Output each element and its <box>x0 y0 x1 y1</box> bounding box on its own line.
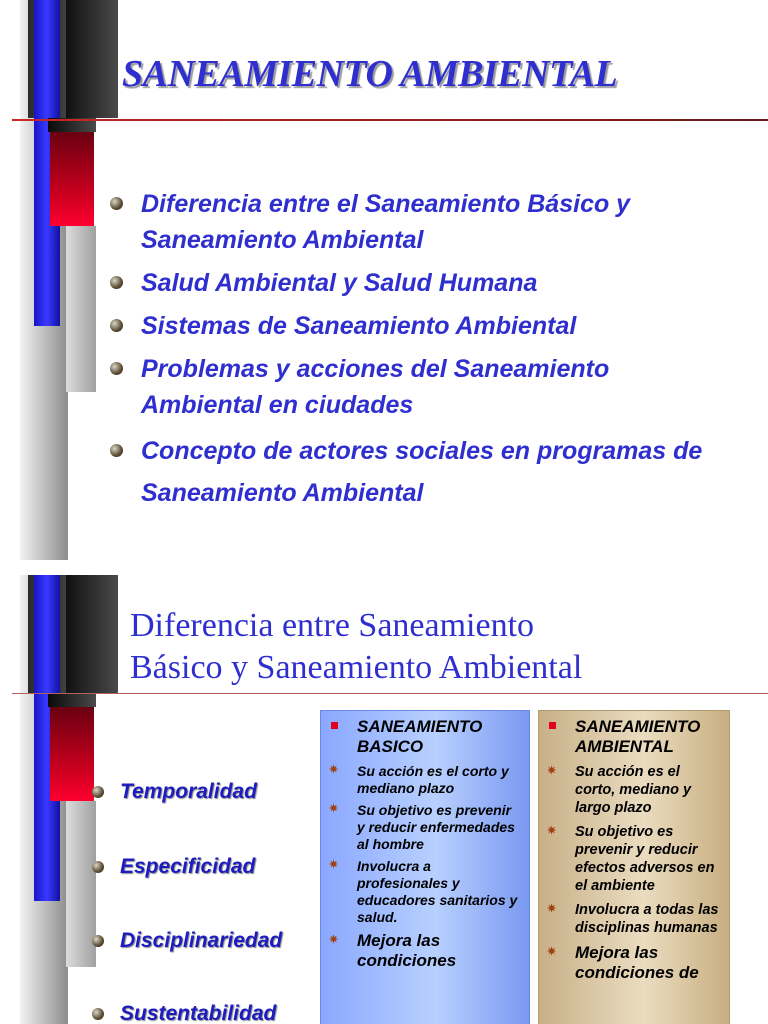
column-item: ✷ Involucra a profesionales y educadores sanitarios y salud. <box>329 858 518 925</box>
sphere-bullet-icon <box>92 935 104 947</box>
star-bullet-icon: ✷ <box>329 934 339 946</box>
topic-list <box>110 186 741 521</box>
list-item: Problemas y acciones del Saneamiento Ambiental en ciudades <box>110 351 701 423</box>
column-saneamiento-ambiental <box>538 710 730 1024</box>
red-square-bullet-icon <box>549 722 556 729</box>
decor-bar-black <box>60 0 118 118</box>
criteria-item: Especificidad <box>92 855 255 879</box>
star-bullet-icon: ✷ <box>329 803 339 815</box>
list-item: Diferencia entre el Saneamiento Básico y Saneamiento Ambiental <box>110 186 661 258</box>
star-bullet-icon: ✷ <box>329 764 339 776</box>
slide-title-line-1: Diferencia entre Saneamiento <box>130 607 535 644</box>
decor-bar-gray-low <box>66 226 96 392</box>
column-item: ✷ Su objetivo es prevenir y reducir enfermedades al hombre <box>329 802 515 852</box>
star-bullet-icon: ✷ <box>547 825 557 837</box>
decor-bar-red <box>50 707 94 801</box>
column-item: ✷ Mejora las condiciones <box>329 931 457 970</box>
column-saneamiento-basico <box>320 710 530 1024</box>
list-item: Sistemas de Saneamiento Ambiental <box>110 308 741 344</box>
column-item: ✷ Su objetivo es prevenir y reducir efectos adversos en el ambiente <box>547 824 715 894</box>
list-item: Salud Ambiental y Salud Humana <box>110 265 701 301</box>
decor-bar-red <box>50 132 94 226</box>
column-item: ✷ Involucra a todas las disciplinas humanas <box>547 902 719 936</box>
column-item: ✷ Su acción es el corto y mediano plazo <box>329 763 509 796</box>
column-heading: SANEAMIENTO AMBIENTAL <box>547 717 721 757</box>
criteria-item: Sustentabilidad <box>92 1002 276 1024</box>
page-title: SANEAMIENTO AMBIENTAL <box>122 53 618 95</box>
star-bullet-icon: ✷ <box>547 765 557 777</box>
sphere-bullet-icon <box>110 362 123 375</box>
column-item: ✷ Mejora las condiciones de <box>547 943 699 982</box>
sphere-bullet-icon <box>92 861 104 873</box>
sphere-bullet-icon <box>110 319 123 332</box>
sphere-bullet-icon <box>92 786 104 798</box>
slide-title-line-2: Básico y Saneamiento Ambiental <box>130 649 583 686</box>
column-item: ✷ Su acción es el corto, mediano y largo plazo <box>547 764 692 816</box>
title-rule <box>12 119 768 121</box>
slide-gap <box>0 560 768 575</box>
criteria-item: Temporalidad <box>92 780 257 804</box>
list-item: Concepto de actores sociales en programas de Saneamiento Ambiental <box>110 430 721 514</box>
star-bullet-icon: ✷ <box>547 903 557 915</box>
star-bullet-icon: ✷ <box>547 946 557 958</box>
sphere-bullet-icon <box>110 444 123 457</box>
criteria-item: Disciplinariedad <box>92 929 282 953</box>
column-heading: SANEAMIENTO BASICO <box>329 717 521 757</box>
sphere-bullet-icon <box>110 276 123 289</box>
sphere-bullet-icon <box>110 197 123 210</box>
star-bullet-icon: ✷ <box>329 859 339 871</box>
slide-2 <box>0 575 768 1024</box>
slide-title <box>130 605 582 689</box>
decor-bar-black-small <box>48 693 96 707</box>
title-rule <box>12 693 768 694</box>
sphere-bullet-icon <box>92 1008 104 1020</box>
decor-bar-black <box>60 575 118 693</box>
red-square-bullet-icon <box>331 722 338 729</box>
